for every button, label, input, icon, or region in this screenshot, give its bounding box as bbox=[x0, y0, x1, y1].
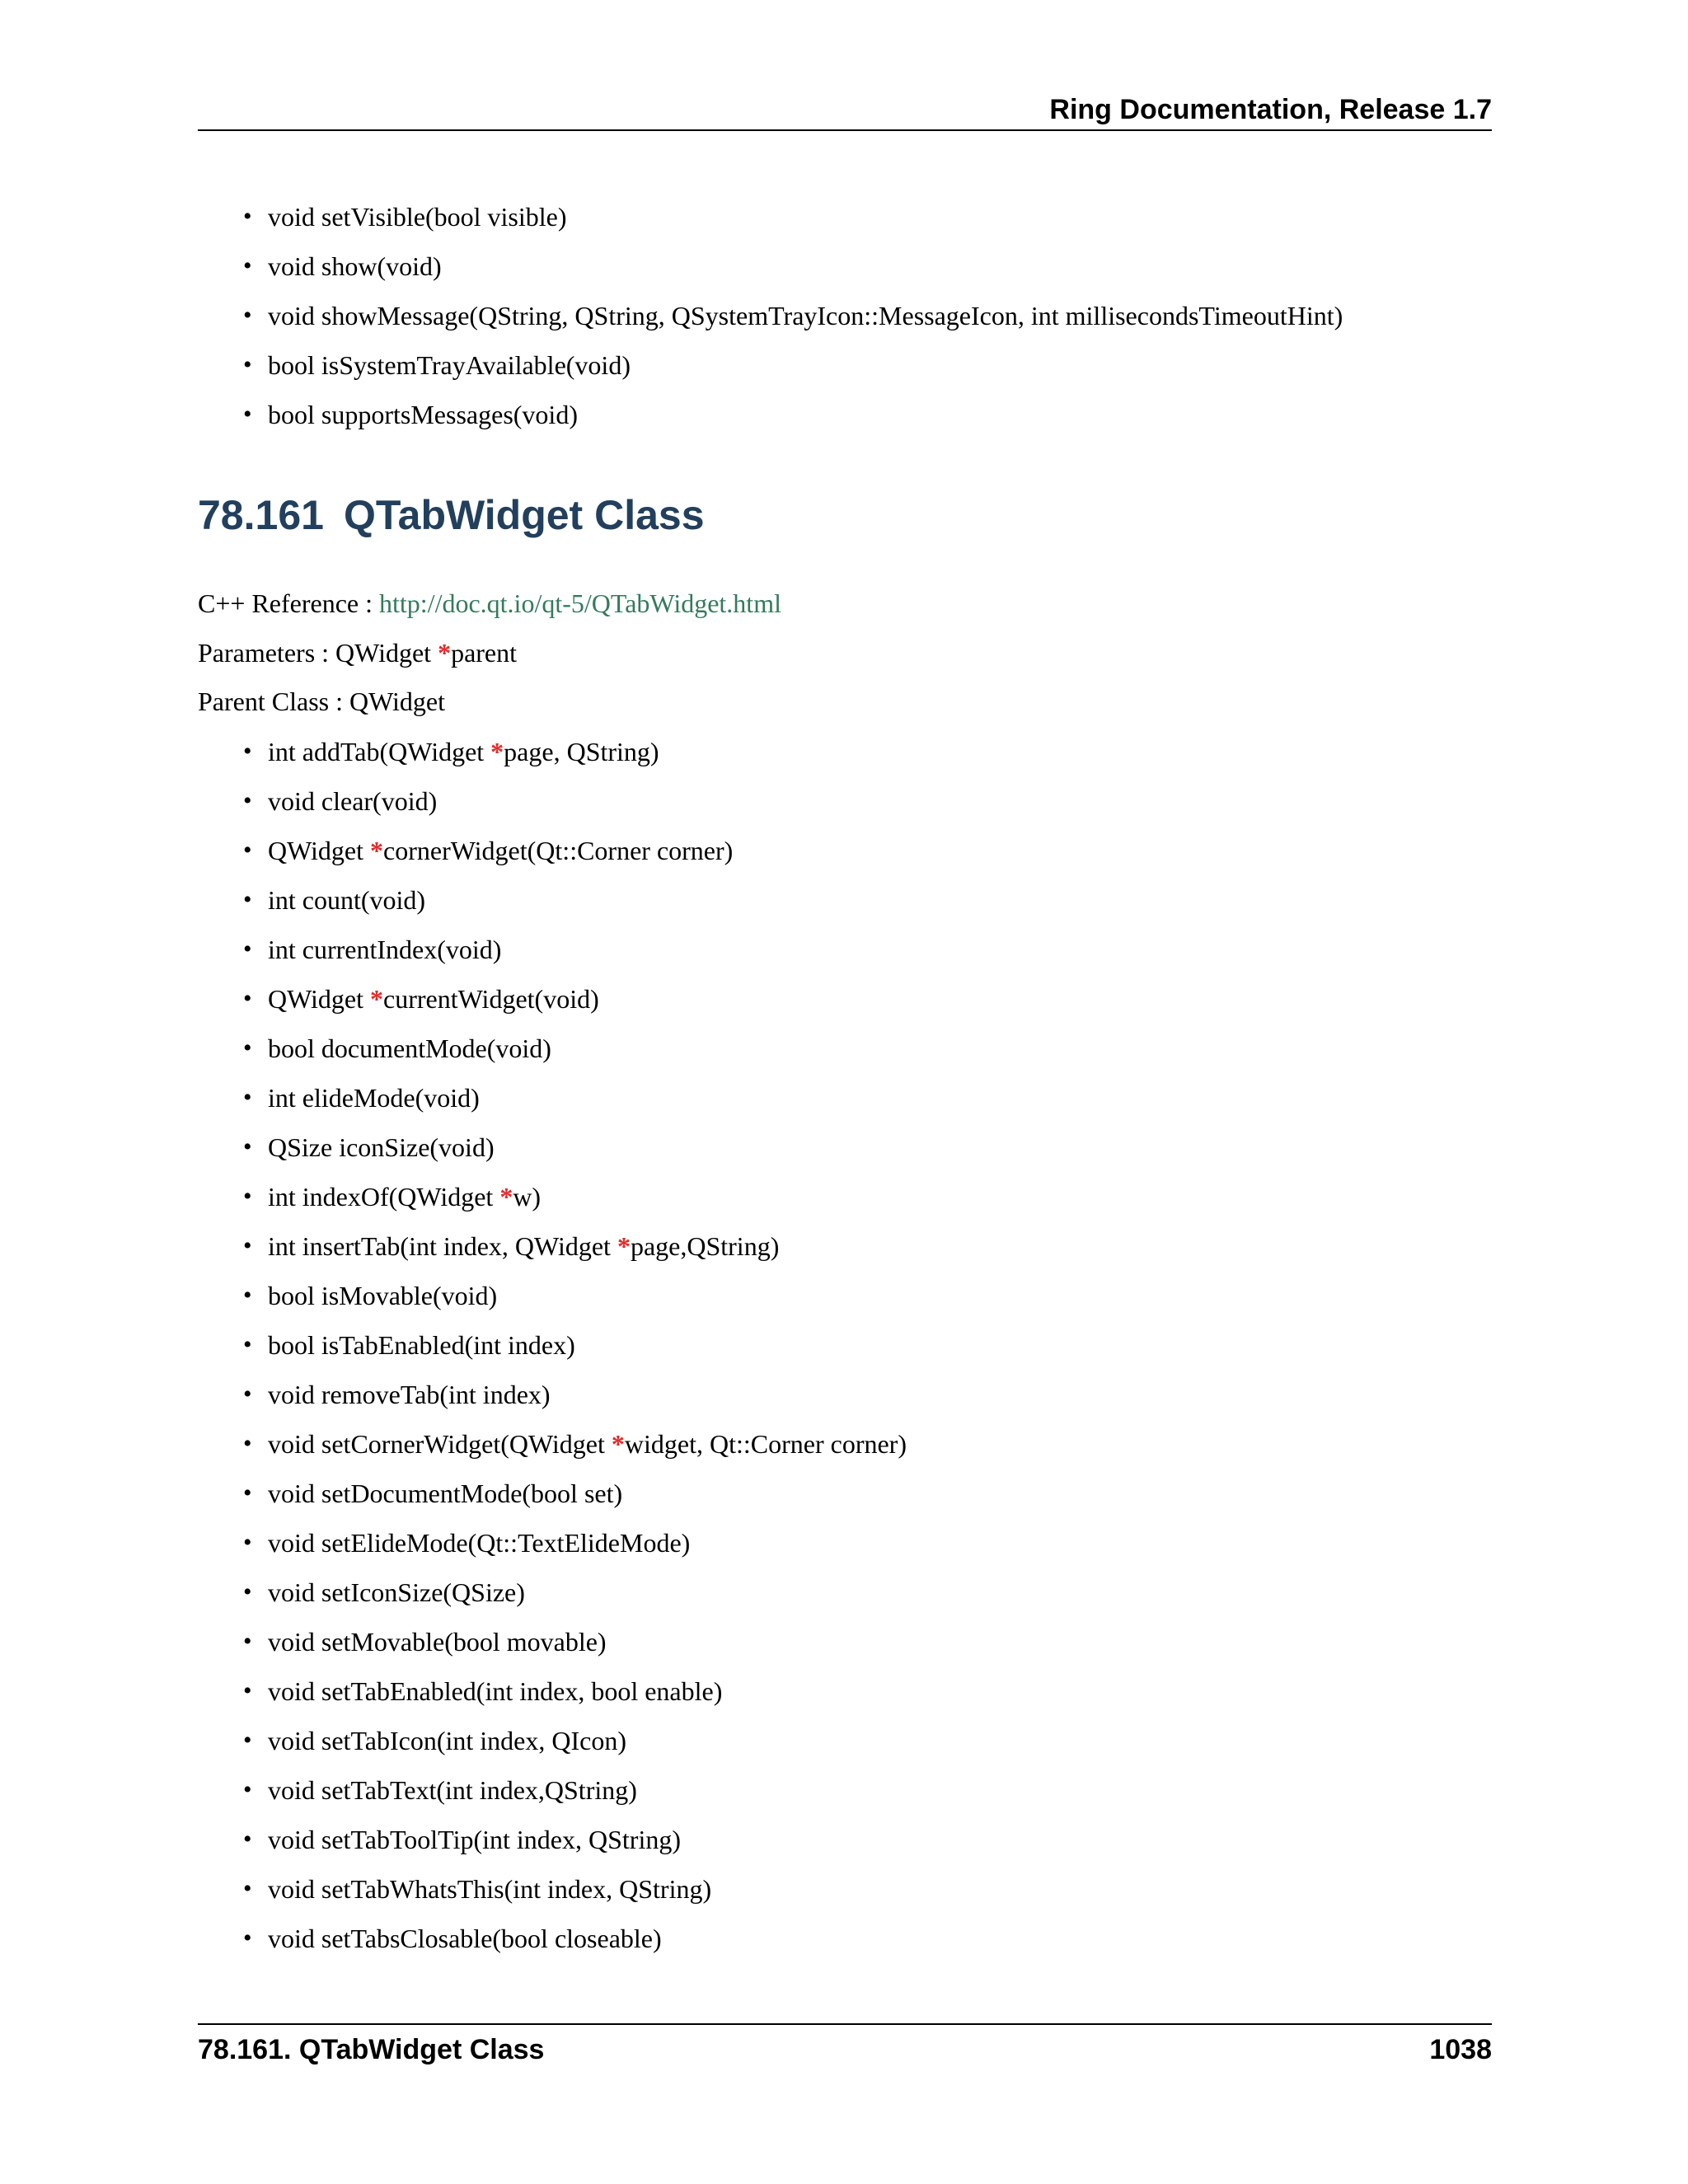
method-item: • int currentIndex(void) bbox=[243, 935, 502, 964]
bullet-icon: • bbox=[243, 985, 252, 1012]
bullet-icon: • bbox=[243, 1479, 252, 1507]
bullet-icon: • bbox=[243, 1727, 252, 1754]
bullet-icon: • bbox=[243, 738, 252, 765]
method-item: • QWidget *currentWidget(void) bbox=[243, 984, 599, 1014]
bullet-icon: • bbox=[243, 1034, 252, 1062]
method-item: • void clear(void) bbox=[243, 786, 438, 816]
bullet-icon: • bbox=[243, 351, 252, 378]
bullet-icon: • bbox=[243, 837, 252, 864]
method-item: • void setCornerWidget(QWidget *widget, Qt::Corner corner) bbox=[243, 1429, 907, 1459]
bullet-icon: • bbox=[243, 1677, 252, 1704]
bullet-icon: • bbox=[243, 886, 252, 913]
running-header: Ring Documentation, Release 1.7 bbox=[1049, 94, 1492, 125]
pointer-star: * bbox=[370, 984, 384, 1014]
method-item: • void removeTab(int index) bbox=[243, 1380, 551, 1409]
bullet-icon: • bbox=[243, 1133, 252, 1160]
method-item: • void setIconSize(QSize) bbox=[243, 1577, 525, 1607]
method-item: • bool isMovable(void) bbox=[243, 1281, 498, 1310]
bullet-icon: • bbox=[243, 935, 252, 963]
bullet-icon: • bbox=[243, 1282, 252, 1309]
bullet-icon: • bbox=[243, 1380, 252, 1408]
method-item: • bool isTabEnabled(int index) bbox=[243, 1330, 575, 1360]
method-item: • bool documentMode(void) bbox=[243, 1033, 551, 1063]
bullet-icon: • bbox=[243, 1628, 252, 1655]
bullet-icon: • bbox=[243, 401, 252, 428]
bullet-icon: • bbox=[243, 203, 252, 230]
method-item: • int addTab(QWidget *page, QString) bbox=[243, 737, 659, 766]
bullet-icon: • bbox=[243, 1430, 252, 1457]
pointer-star: * bbox=[617, 1231, 631, 1261]
section-heading bbox=[198, 489, 705, 541]
method-item: • void setTabWhatsThis(int index, QString) bbox=[243, 1874, 712, 1904]
bullet-icon: • bbox=[243, 787, 252, 814]
pointer-star: * bbox=[370, 836, 384, 865]
section-number: 78.161 bbox=[198, 492, 324, 538]
list-item: • bool isSystemTrayAvailable(void) bbox=[243, 350, 631, 380]
parameters-line: Parameters : QWidget *parent bbox=[198, 638, 518, 668]
parent-class-line: Parent Class : QWidget bbox=[198, 687, 445, 716]
bullet-icon: • bbox=[243, 1183, 252, 1210]
pointer-star: * bbox=[499, 1182, 513, 1212]
method-item: • void setDocumentMode(bool set) bbox=[243, 1479, 623, 1508]
method-item: • int insertTab(int index, QWidget *page,QString) bbox=[243, 1231, 780, 1261]
pointer-star: * bbox=[490, 737, 504, 766]
bullet-icon: • bbox=[243, 1825, 252, 1853]
method-item: • int indexOf(QWidget *w) bbox=[243, 1182, 542, 1212]
cpp-reference-link[interactable]: http://doc.qt.io/qt-5/QTabWidget.html bbox=[379, 588, 781, 618]
list-item: • void show(void) bbox=[243, 251, 442, 281]
list-item: • void showMessage(QString, QString, QSystemTrayIcon::MessageIcon, int millisecondsTimeoutHint) bbox=[243, 301, 1343, 330]
bullet-icon: • bbox=[243, 252, 252, 279]
method-item: • void setTabsClosable(bool closeable) bbox=[243, 1924, 662, 1953]
method-item: • void setTabIcon(int index, QIcon) bbox=[243, 1726, 626, 1755]
method-item: • QWidget *cornerWidget(Qt::Corner corner) bbox=[243, 836, 734, 865]
bullet-icon: • bbox=[243, 1578, 252, 1605]
bullet-icon: • bbox=[243, 1331, 252, 1358]
footer-rule bbox=[198, 2023, 1492, 2025]
list-item: • void setVisible(bool visible) bbox=[243, 202, 567, 232]
footer-section-title: 78.161. QTabWidget Class bbox=[198, 2034, 545, 2065]
cpp-reference-line: C++ Reference : http://doc.qt.io/qt-5/QTabWidget.html bbox=[198, 588, 781, 618]
bullet-icon: • bbox=[243, 1084, 252, 1111]
page-number: 1038 bbox=[1429, 2034, 1492, 2065]
bullet-icon: • bbox=[243, 1529, 252, 1556]
method-item: • void setTabEnabled(int index, bool enable) bbox=[243, 1676, 723, 1706]
method-item: • int elideMode(void) bbox=[243, 1083, 480, 1113]
method-list bbox=[243, 735, 907, 1971]
pointer-star: * bbox=[611, 1429, 625, 1459]
list-item: • bool supportsMessages(void) bbox=[243, 400, 578, 429]
method-item: • void setTabText(int index,QString) bbox=[243, 1775, 637, 1805]
previous-method-list bbox=[243, 200, 1343, 448]
bullet-icon: • bbox=[243, 1776, 252, 1803]
section-title: QTabWidget Class bbox=[343, 492, 705, 538]
bullet-icon: • bbox=[243, 1232, 252, 1259]
bullet-icon: • bbox=[243, 1875, 252, 1902]
method-item: • void setElideMode(Qt::TextElideMode) bbox=[243, 1528, 691, 1558]
method-item: • QSize iconSize(void) bbox=[243, 1132, 495, 1162]
method-item: • void setTabToolTip(int index, QString) bbox=[243, 1825, 681, 1854]
bullet-icon: • bbox=[243, 302, 252, 329]
method-item: • void setMovable(bool movable) bbox=[243, 1627, 607, 1657]
bullet-icon: • bbox=[243, 1924, 252, 1952]
pointer-star: * bbox=[438, 638, 452, 668]
method-item: • int count(void) bbox=[243, 885, 426, 915]
header-rule bbox=[198, 129, 1492, 131]
